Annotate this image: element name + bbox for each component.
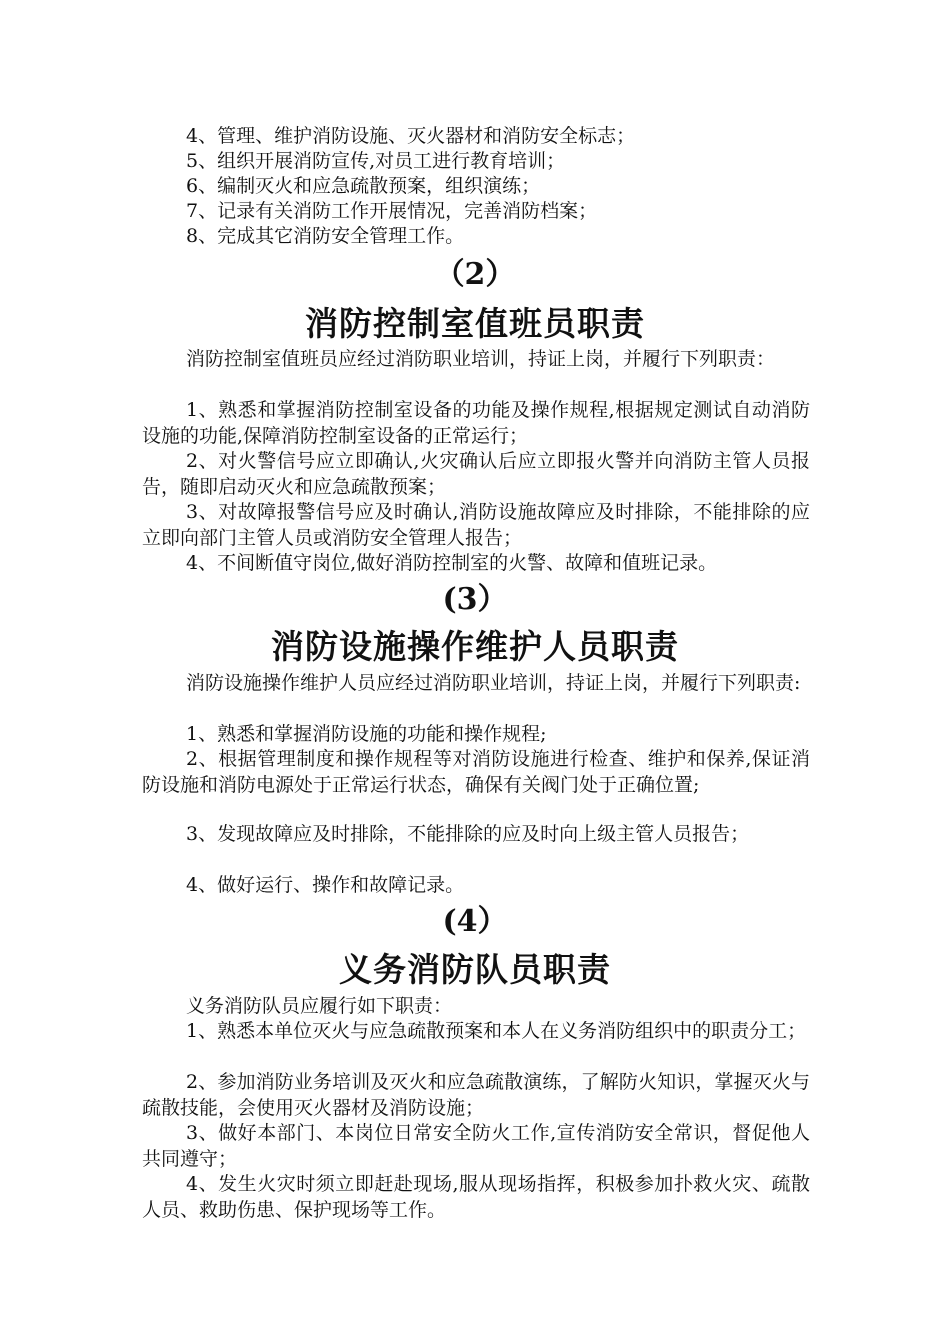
- list-item: 5、组织开展消防宣传,对员工进行教育培训；: [186, 150, 566, 172]
- paragraph: 3、发现故障应及时排除，不能排除的应及时向上级主管人员报告；: [186, 823, 750, 845]
- paragraph: 1、熟悉本单位灭火与应急疏散预案和本人在义务消防组织中的职责分工；: [186, 1020, 807, 1042]
- list-item: 4、管理、维护消防设施、灭火器材和消防安全标志；: [186, 125, 636, 147]
- paragraph: 2、参加消防业务培训及灭火和应急疏散演练，了解防火知识，掌握灭火与疏散技能，会使用灭火器材及消防设施；: [142, 1071, 810, 1119]
- section-number: (4）: [442, 904, 508, 939]
- paragraph: 义务消防队员应履行如下职责：: [186, 995, 453, 1017]
- paragraph: 2、根据管理制度和操作规程等对消防设施进行检查、维护和保养,保证消防设施和消防电源处于正常运行状态，确保有关阀门处于正确位置;: [142, 748, 810, 796]
- section-number: (3）: [442, 582, 508, 617]
- list-item: 6、编制灭火和应急疏散预案，组织演练；: [186, 175, 541, 197]
- paragraph: 消防控制室值班员应经过消防职业培训，持证上岗，并履行下列职责：: [186, 348, 776, 370]
- list-item: 8、完成其它消防安全管理工作。: [186, 225, 465, 247]
- paragraph: 2、对火警信号应立即确认,火灾确认后应立即报火警并向消防主管人员报告，随即启动灭火和应急疏散预案；: [142, 450, 810, 498]
- paragraph: 4、发生火灾时须立即赶赴现场,服从现场指挥，积极参加扑救火灾、疏散人员、救助伤患、保护现场等工作。: [142, 1173, 810, 1221]
- paragraph: 1、熟悉和掌握消防控制室设备的功能及操作规程,根据规定测试自动消防设施的功能,保障消防控制室设备的正常运行；: [142, 399, 810, 447]
- paragraph: 4、不间断值守岗位,做好消防控制室的火警、故障和值班记录。: [186, 552, 718, 574]
- paragraph: 1、熟悉和掌握消防设施的功能和操作规程;: [186, 723, 547, 745]
- list-item: 7、记录有关消防工作开展情况，完善消防档案；: [186, 200, 598, 222]
- paragraph: 4、做好运行、操作和故障记录。: [186, 874, 465, 896]
- section-title: 消防控制室值班员职责: [305, 304, 645, 343]
- paragraph: 消防设施操作维护人员应经过消防职业培训，持证上岗，并履行下列职责:: [186, 672, 801, 694]
- section-title: 消防设施操作维护人员职责: [271, 627, 679, 666]
- section-title: 义务消防队员职责: [339, 950, 611, 989]
- section-number: （2）: [434, 257, 516, 292]
- paragraph: 3、对故障报警信号应及时确认,消防设施故障应及时排除，不能排除的应立即向部门主管人员或消防安全管理人报告；: [142, 501, 810, 549]
- paragraph: 3、做好本部门、本岗位日常安全防火工作,宣传消防安全常识，督促他人共同遵守；: [142, 1122, 810, 1170]
